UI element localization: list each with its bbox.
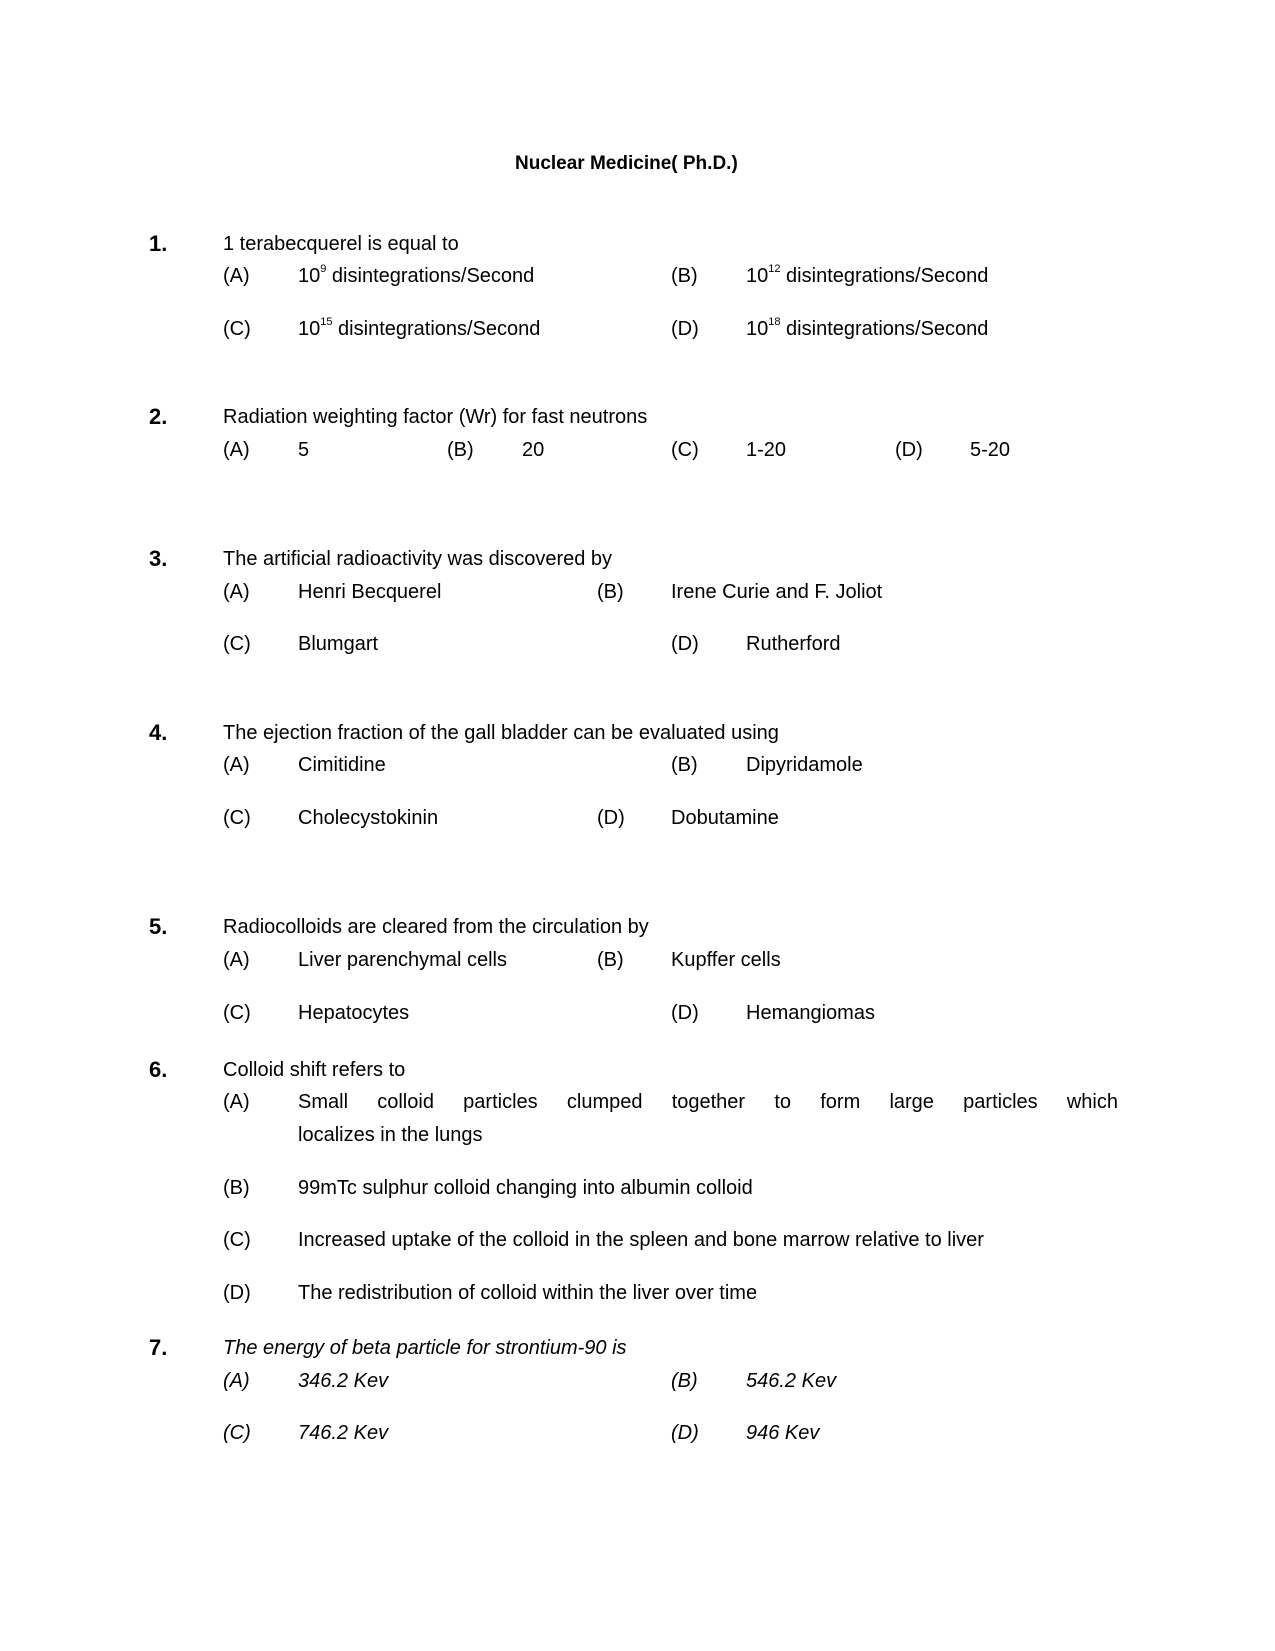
option-label: (A) — [223, 949, 250, 971]
question-text: 1 terabecquerel is equal to — [223, 233, 459, 255]
question-text: The ejection fraction of the gall bladder can be evaluated using — [223, 722, 779, 744]
option-label: (C) — [671, 439, 699, 461]
question-number: 5. — [149, 914, 168, 939]
option-text: Henri Becquerel — [298, 581, 442, 603]
option-label: (C) — [223, 318, 251, 340]
option-text: $10^{12}$ disintegrations/Second — [746, 263, 989, 287]
option-label: (B) — [447, 439, 474, 461]
option-label: (D) — [671, 1002, 699, 1024]
option-text: 746.2 Kev — [298, 1422, 389, 1444]
option-label: (C) — [223, 1002, 251, 1024]
question-number: 1. — [149, 231, 168, 256]
option-label: (C) — [223, 633, 251, 655]
question-text: Colloid shift refers to — [223, 1059, 406, 1081]
option-label: (D) — [671, 633, 699, 655]
option-label: (A) — [223, 754, 250, 776]
option-text: 346.2 Kev — [298, 1370, 389, 1392]
option-text: $10^9$ disintegrations/Second — [298, 263, 535, 287]
option-text: 546.2 Kev — [746, 1370, 837, 1392]
option-label: (D) — [671, 1422, 699, 1444]
option-text: Rutherford — [746, 633, 841, 655]
option-label: (B) — [671, 265, 698, 287]
question-number: 4. — [149, 720, 168, 745]
option-label: (D) — [895, 439, 923, 461]
question-text: Radiation weighting factor (Wr) for fast neutrons — [223, 406, 648, 428]
option-label: (D) — [223, 1282, 251, 1304]
question-number: 7. — [149, 1335, 168, 1360]
option-text: Dobutamine — [671, 807, 779, 829]
option-text: Cholecystokinin — [298, 807, 439, 829]
page-title: Nuclear Medicine( Ph.D.) — [515, 153, 738, 174]
option-text: Liver parenchymal cells — [298, 949, 507, 971]
option-label: (D) — [671, 318, 699, 340]
option-label: (A) — [223, 1370, 250, 1392]
option-text: 946 Kev — [746, 1422, 820, 1444]
question-number: 2. — [149, 404, 168, 429]
option-text: Increased uptake of the colloid in the spleen and bone marrow relative to liver — [298, 1229, 984, 1251]
option-text: Small colloid particles clumped together to form large particles which — [298, 1091, 1118, 1113]
question-text: Radiocolloids are cleared from the circulation by — [223, 916, 649, 938]
option-text: Cimitidine — [298, 754, 386, 776]
option-text: Hemangiomas — [746, 1002, 875, 1024]
option-text: The redistribution of colloid within the liver over time — [298, 1282, 758, 1304]
option-label: (B) — [223, 1177, 250, 1199]
option-text: 5-20 — [970, 439, 1011, 461]
option-text: Dipyridamole — [746, 754, 863, 776]
option-text: 1-20 — [746, 439, 787, 461]
option-label: (B) — [597, 581, 624, 603]
option-text: $10^{15}$ disintegrations/Second — [298, 316, 541, 340]
option-label: (A) — [223, 265, 250, 287]
option-label: (A) — [223, 1091, 250, 1113]
option-text: 20 — [522, 439, 545, 461]
question-number: 3. — [149, 546, 168, 571]
option-label: (B) — [671, 754, 698, 776]
option-text: 5 — [298, 439, 310, 461]
option-text: $10^{18}$ disintegrations/Second — [746, 316, 989, 340]
option-text: 99mTc sulphur colloid changing into albumin colloid — [298, 1177, 753, 1199]
option-label: (C) — [223, 1229, 251, 1251]
option-label: (C) — [223, 807, 251, 829]
option-text: Hepatocytes — [298, 1002, 410, 1024]
option-label: (C) — [223, 1422, 251, 1444]
option-label: (A) — [223, 439, 250, 461]
option-label: (B) — [597, 949, 624, 971]
question-number: 6. — [149, 1057, 168, 1082]
option-text-continued: localizes in the lungs — [298, 1124, 483, 1146]
option-label: (B) — [671, 1370, 698, 1392]
question-text: The artificial radioactivity was discovered by — [223, 548, 613, 570]
option-text: Kupffer cells — [671, 949, 781, 971]
question-text: The energy of beta particle for strontium-90 is — [223, 1337, 627, 1359]
option-text: Blumgart — [298, 633, 379, 655]
option-label: (A) — [223, 581, 250, 603]
option-label: (D) — [597, 807, 625, 829]
option-text: Irene Curie and F. Joliot — [671, 581, 883, 603]
